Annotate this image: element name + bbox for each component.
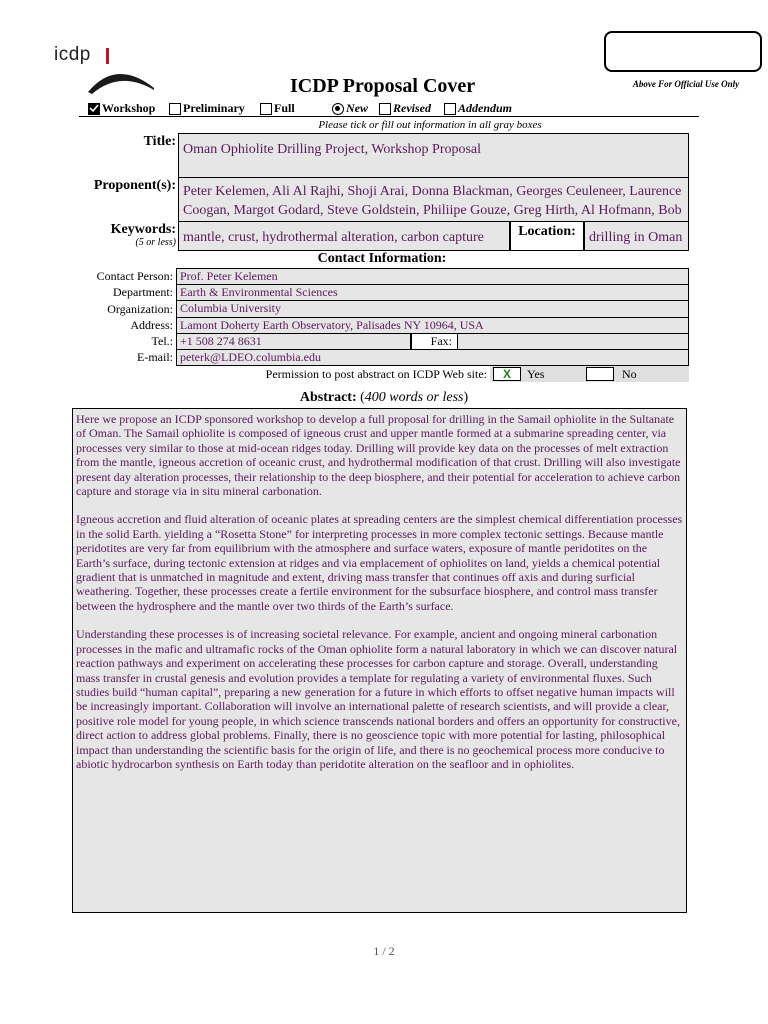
- option-revised-label: Revised: [393, 101, 431, 115]
- address-label: Address:: [130, 318, 173, 332]
- option-workshop[interactable]: [88, 101, 155, 116]
- proponents-label: Proponent(s):: [93, 178, 176, 193]
- permission-yes-checkbox[interactable]: [493, 367, 521, 381]
- option-full[interactable]: [260, 101, 295, 116]
- checkbox-icon[interactable]: [379, 103, 391, 115]
- option-addendum[interactable]: [444, 101, 512, 116]
- page-title: ICDP Proposal Cover: [290, 75, 476, 97]
- department-field[interactable]: Earth & Environmental Sciences: [176, 284, 689, 301]
- tel-label: Tel.:: [151, 334, 173, 348]
- keywords-field[interactable]: mantle, crust, hydrothermal alteration, carbon capture: [178, 221, 510, 251]
- abstract-paren-open: (: [360, 390, 365, 405]
- email-field[interactable]: peterk@LDEO.columbia.edu: [176, 349, 689, 366]
- abstract-paragraph: Igneous accretion and fluid alteration of oceanic plates at spreading centers are the simplest chemical differentiation processes in the solid Earth. yielding a “Rosetta Stone” for interpreting processes in more complex tectonic settings. Because mantle peridotites are very far from equilibrium with the atmosphere and surface waters, exposure of mantle peridotites on the Earth’s surface, during tectonic extension at ridges and via emplacement of ophiolites on land, yields a chemical potential gradient that is unmatched in magnitude and extent, driving mass transfer that continues off axis and during surficial weathering. Together, these processes create a fertile environment for the subsurface biosphere, and control mass transfer between the hydrosphere and the mantle over two thirds of the Earth’s surface.: [76, 512, 683, 613]
- fax-field[interactable]: [457, 333, 689, 350]
- title-label: Title:: [143, 134, 176, 149]
- permission-no-checkbox[interactable]: [586, 367, 614, 381]
- option-workshop-label: Workshop: [102, 101, 156, 115]
- checkbox-checked-icon[interactable]: [88, 103, 100, 115]
- option-revised[interactable]: [379, 101, 431, 116]
- organization-field[interactable]: Columbia University: [176, 300, 689, 318]
- instruction-text: Please tick or fill out information in all gray boxes: [318, 119, 542, 131]
- icdp-logo: [54, 44, 158, 94]
- location-field[interactable]: drilling in Oman: [584, 221, 689, 251]
- abstract-paren-close: ): [463, 390, 469, 405]
- option-new[interactable]: [332, 101, 368, 116]
- page-number: 1 / 2: [373, 944, 395, 958]
- option-full-label: Full: [274, 101, 295, 115]
- option-addendum-label: Addendum: [458, 101, 513, 115]
- fax-label: Fax:: [411, 333, 458, 350]
- checkbox-icon[interactable]: [444, 103, 456, 115]
- official-use-box: [604, 31, 762, 72]
- logo-red-bar: [106, 48, 109, 64]
- abstract-heading-bold: Abstract:: [299, 390, 357, 405]
- official-use-note: Above For Official Use Only: [632, 79, 740, 89]
- location-label: Location:: [510, 221, 584, 251]
- department-label: Department:: [113, 285, 173, 299]
- email-label: E-mail:: [137, 350, 173, 364]
- abstract-paragraph: Here we propose an ICDP sponsored workshop to develop a full proposal for drilling in the Samail ophiolite in the Sultanate of Oman. The Samail ophiolite is composed of igneous crust and upper mantle formed at a submarine spreading center, via processes very similar to those at mid-ocean ridges today. Drilling will provide key data on the processes of melt extraction from the mantle, igneous accretion of oceanic crust, and hydrothermal modification of that crust. Drilling will also investigate present day alteration processes, their relationship to the deep biosphere, and their potential for acceleration to achieve carbon capture and storage via in situ mineral carbonation.: [76, 412, 681, 499]
- checkbox-icon[interactable]: [260, 103, 272, 115]
- option-new-label: New: [346, 101, 368, 115]
- address-field[interactable]: Lamont Doherty Earth Observatory, Palisades NY 10964, USA: [176, 317, 689, 334]
- checkbox-icon[interactable]: [169, 103, 181, 115]
- permission-yes-label: Yes: [527, 367, 545, 381]
- logo-text: icdp: [54, 44, 91, 65]
- abstract-field[interactable]: [72, 408, 687, 913]
- permission-no-label: No: [622, 367, 637, 381]
- contact-person-label: Contact Person:: [96, 269, 173, 283]
- abstract-heading-italic: 400 words or less: [364, 390, 464, 405]
- option-preliminary[interactable]: [169, 101, 245, 116]
- title-field[interactable]: Oman Ophiolite Drilling Project, Workshop Proposal: [178, 133, 689, 178]
- keywords-label: Keywords:: [110, 222, 176, 237]
- tel-field[interactable]: +1 508 274 8631: [176, 333, 411, 350]
- logo-arc-icon: [88, 64, 154, 94]
- contact-heading: Contact Information:: [317, 251, 447, 266]
- radio-selected-icon[interactable]: [332, 103, 344, 115]
- permission-text: Permission to post abstract on ICDP Web site:: [265, 367, 487, 381]
- contact-person-field[interactable]: Prof. Peter Kelemen: [176, 268, 689, 285]
- yes-check-mark: X: [502, 367, 511, 381]
- keywords-sub: (5 or less): [135, 237, 176, 248]
- abstract-paragraph: Understanding these processes is of increasing societal relevance. For example, ancient and ongoing mineral carbonation processes in the mafic and ultramafic rocks of the Oman ophiolite form a natural laboratory in which we can discover natural reaction pathways and experiment on accelerating these processes for carbon capture and storage. Overall, understanding mass transfer in crustal genesis and evolution provides a template for regulating a variety of environmental fluxes. Such studies build “human capital”, preparing a new generation for a future in which efforts to offset negative human impacts will be increasingly important. Collaboration will involve an international palette of research scientists, and will provide a clear, positive role model for young people, in which science transcends national borders and offers an opportunity for constructive, direct action to address global problems. Finally, there is no geoscience topic with more potential for lasting, philosophical impact than understanding the scientific basis for the origin of life, and there is no geochemical process more conducive to abiotic hydrocarbon synthesis on Earth today than peridotite alteration on the seafloor and in ophiolites.: [76, 627, 680, 771]
- option-preliminary-label: Preliminary: [183, 101, 245, 115]
- organization-label: Organization:: [107, 302, 173, 316]
- header-rule: [79, 116, 699, 117]
- abstract-heading: [180, 390, 588, 406]
- proponents-field[interactable]: Peter Kelemen, Ali Al Rajhi, Shoji Arai, Donna Blackman, Georges Ceuleneer, Laurence Coogan, Margot Godard, Steve Goldstein, Philiipe Gouze, Greg Hirth, Al Hofmann, Bob: [178, 177, 689, 222]
